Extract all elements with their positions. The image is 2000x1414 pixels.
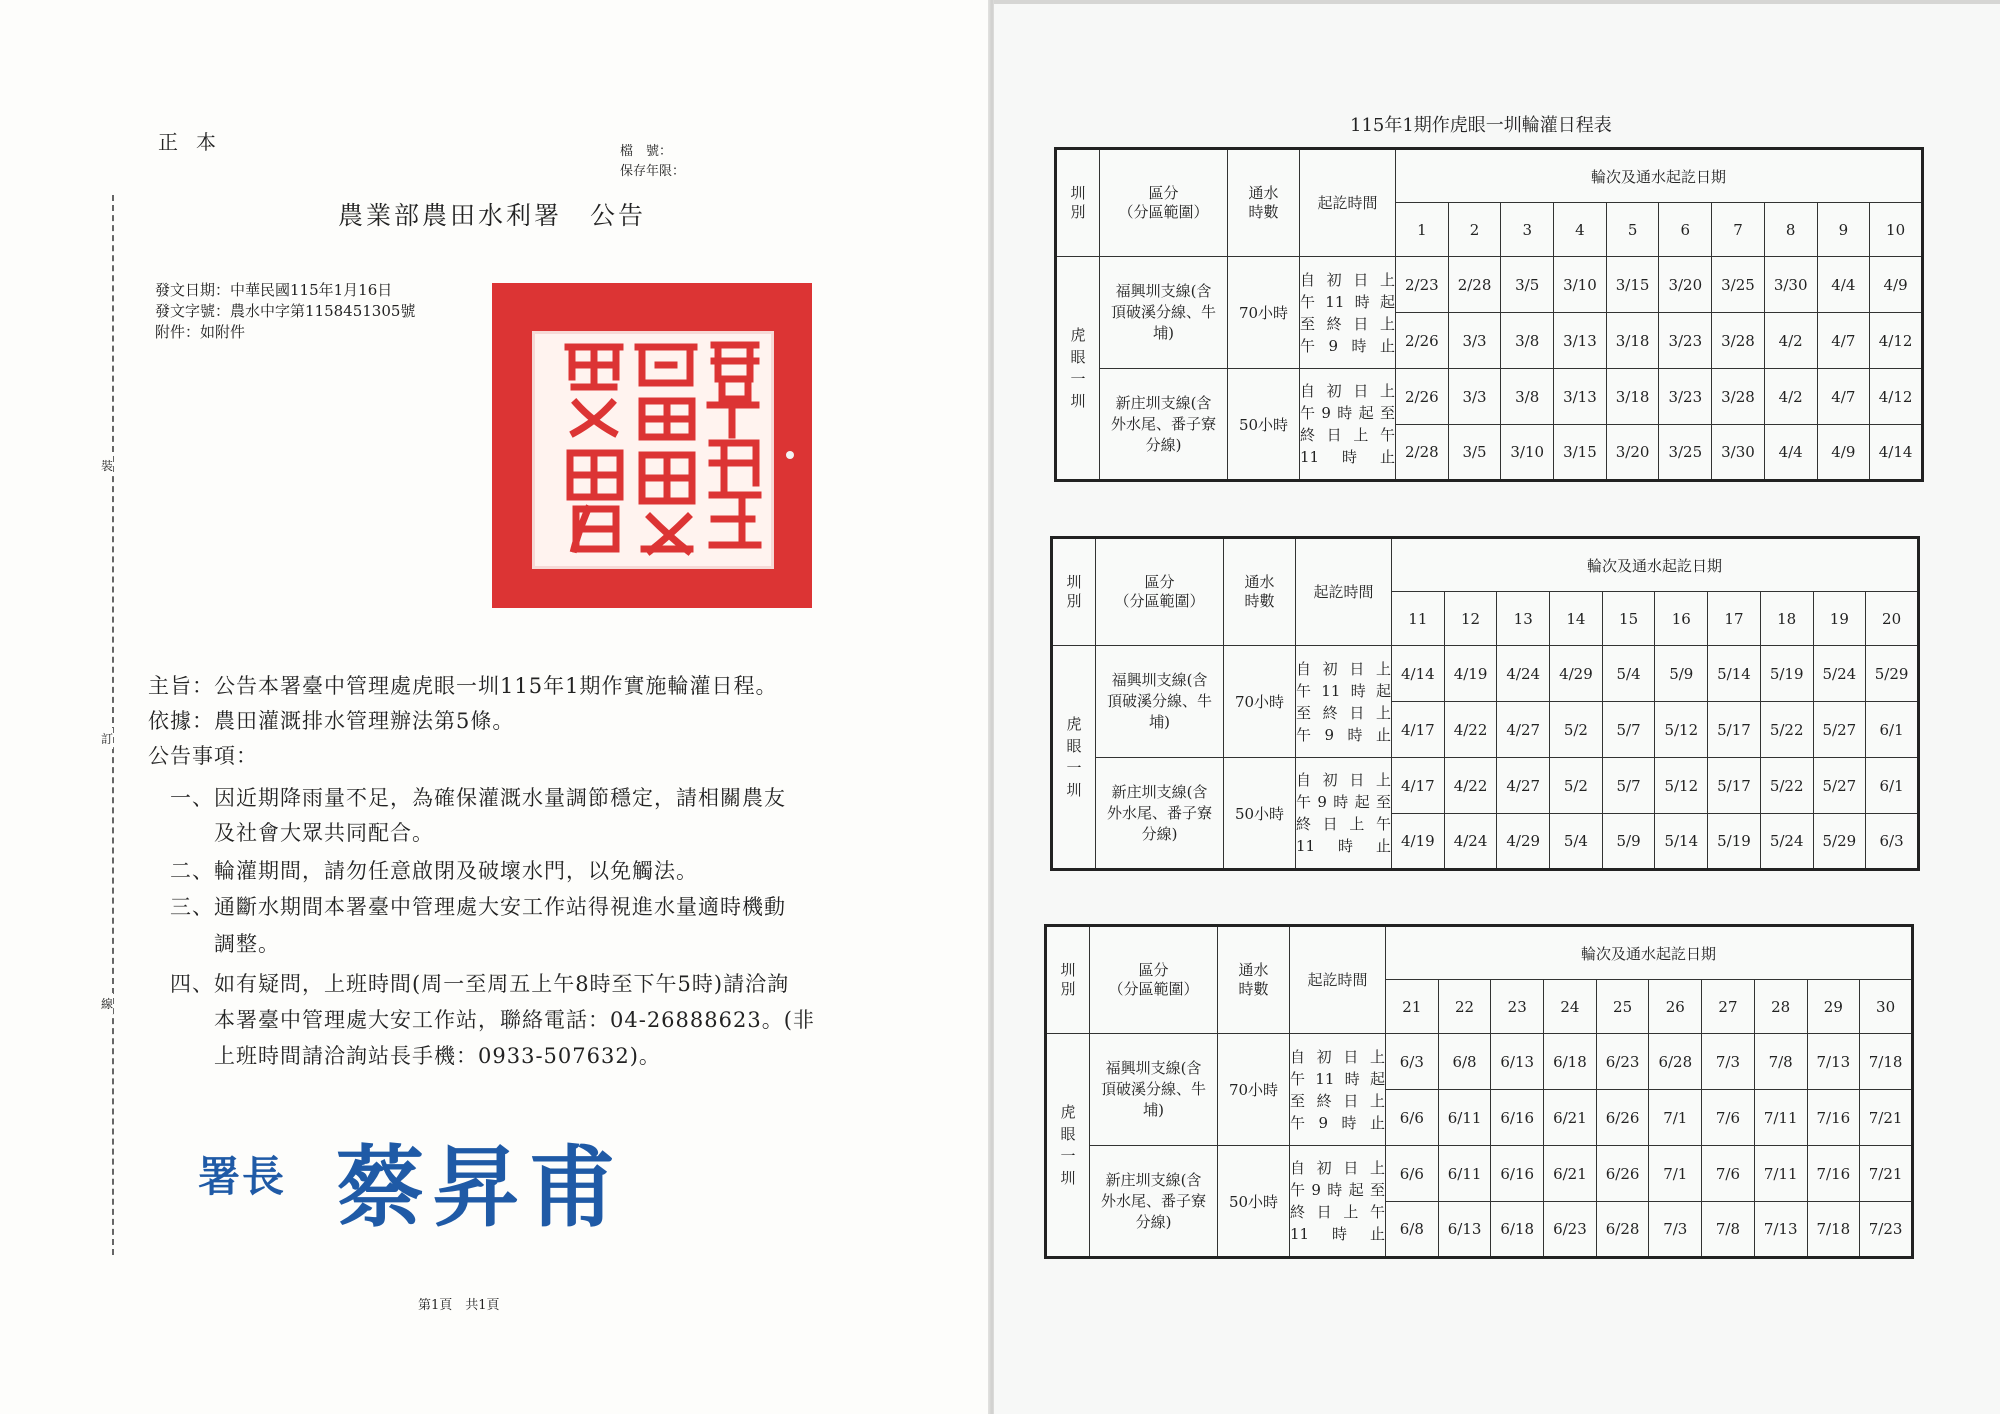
section-area: 福興圳支線(含 頂破溪分線、牛 埔) [1096, 646, 1224, 758]
round-number: 15 [1602, 592, 1655, 646]
start-date: 2/23 [1396, 257, 1449, 313]
end-date: 7/18 [1807, 1202, 1860, 1258]
start-date: 6/13 [1491, 1034, 1544, 1090]
end-date: 7/13 [1754, 1202, 1807, 1258]
start-date: 3/30 [1764, 257, 1817, 313]
water-hours: 50小時 [1218, 1146, 1290, 1258]
start-date: 3/18 [1606, 369, 1659, 425]
notice-items-heading: 公告事項： [148, 744, 258, 768]
section-area: 福興圳支線(含 頂破溪分線、牛 埔) [1100, 257, 1228, 369]
start-date: 6/11 [1438, 1146, 1491, 1202]
end-date: 7/1 [1649, 1090, 1702, 1146]
end-date: 4/19 [1392, 814, 1445, 870]
round-number: 3 [1501, 203, 1554, 257]
item-text: 通斷水期間本署臺中管理處大安工作站得視進水量適時機動 [214, 895, 786, 919]
end-date: 4/7 [1817, 313, 1870, 369]
header-canal: 圳 別 [1052, 538, 1096, 646]
start-date: 4/9 [1870, 257, 1923, 313]
end-date: 6/11 [1438, 1090, 1491, 1146]
start-date: 3/23 [1659, 369, 1712, 425]
start-date: 3/8 [1501, 369, 1554, 425]
item-text: 輪灌期間，請勿任意啟閉及破壞水門，以免觸法。 [214, 859, 698, 883]
table-row [1052, 646, 1919, 702]
water-hours: 50小時 [1228, 369, 1300, 481]
end-date: 3/28 [1712, 313, 1765, 369]
end-date: 3/23 [1659, 313, 1712, 369]
end-date: 4/2 [1764, 313, 1817, 369]
item-number: 四、 [170, 972, 214, 996]
start-date: 3/28 [1712, 369, 1765, 425]
end-date: 6/21 [1544, 1090, 1597, 1146]
header-area: 區分 （分區範圍） [1100, 149, 1228, 257]
agency-title: 農業部農田水利署 公告 [338, 201, 647, 230]
time-range: 自初日上 午11時起 至終日上 午9時止 [1296, 646, 1392, 758]
start-date: 7/16 [1807, 1146, 1860, 1202]
end-date: 7/3 [1649, 1202, 1702, 1258]
header-row [1056, 149, 1923, 203]
round-number: 27 [1702, 980, 1755, 1034]
canal-name: 虎 眼 一 圳 [1056, 257, 1100, 481]
section-area: 福興圳支線(含 頂破溪分線、牛 埔) [1090, 1034, 1218, 1146]
start-date: 3/5 [1501, 257, 1554, 313]
round-number: 24 [1544, 980, 1597, 1034]
signature-name: 蔡昇甫 [336, 1136, 625, 1239]
end-date: 2/26 [1396, 313, 1449, 369]
start-date: 6/28 [1649, 1034, 1702, 1090]
item-text: 調整。 [214, 932, 280, 956]
end-date: 5/14 [1655, 814, 1708, 870]
schedule-table [1054, 147, 1924, 482]
end-date: 3/3 [1448, 313, 1501, 369]
start-date: 4/4 [1817, 257, 1870, 313]
start-date: 4/24 [1497, 646, 1550, 702]
header-hours: 通水 時數 [1224, 538, 1296, 646]
round-number: 30 [1860, 980, 1913, 1034]
start-date: 2/26 [1396, 369, 1449, 425]
end-date: 4/17 [1392, 702, 1445, 758]
end-date: 7/8 [1702, 1202, 1755, 1258]
water-hours: 70小時 [1224, 646, 1296, 758]
time-range: 自初日上 午9時起至 終日上午 11時止 [1300, 369, 1396, 481]
header-rounds: 輪次及通水起訖日期 [1392, 538, 1919, 592]
start-date: 4/17 [1392, 758, 1445, 814]
header-row [1046, 926, 1913, 980]
issue-date: 發文日期：中華民國115年1月16日 [155, 281, 393, 299]
start-date: 3/13 [1554, 369, 1607, 425]
start-date: 4/12 [1870, 369, 1923, 425]
table-row [1046, 1146, 1913, 1202]
binding-char: 線 [101, 993, 113, 1014]
end-date: 3/18 [1606, 313, 1659, 369]
item-number: 三、 [170, 895, 214, 919]
end-date: 3/10 [1501, 425, 1554, 481]
start-date: 6/8 [1438, 1034, 1491, 1090]
end-date: 2/28 [1396, 425, 1449, 481]
item-number: 二、 [170, 859, 214, 883]
round-number: 26 [1649, 980, 1702, 1034]
round-number: 5 [1606, 203, 1659, 257]
schedule-table [1044, 924, 1914, 1259]
start-date: 7/6 [1702, 1146, 1755, 1202]
start-date: 7/3 [1702, 1034, 1755, 1090]
start-date: 2/28 [1448, 257, 1501, 313]
end-date: 5/2 [1550, 702, 1603, 758]
header-area: 區分 （分區範圍） [1096, 538, 1224, 646]
water-hours: 70小時 [1218, 1034, 1290, 1146]
round-number: 1 [1396, 203, 1449, 257]
end-date: 5/22 [1760, 702, 1813, 758]
start-date: 5/24 [1813, 646, 1866, 702]
start-date: 5/9 [1655, 646, 1708, 702]
start-date: 7/18 [1860, 1034, 1913, 1090]
header-rounds: 輪次及通水起訖日期 [1396, 149, 1923, 203]
header-hours: 通水 時數 [1228, 149, 1300, 257]
end-date: 4/24 [1444, 814, 1497, 870]
end-date: 5/12 [1655, 702, 1708, 758]
round-number: 12 [1444, 592, 1497, 646]
round-number: 25 [1596, 980, 1649, 1034]
end-date: 4/9 [1817, 425, 1870, 481]
end-date: 5/19 [1708, 814, 1761, 870]
start-date: 5/14 [1708, 646, 1761, 702]
end-date: 6/23 [1544, 1202, 1597, 1258]
round-number: 10 [1870, 203, 1923, 257]
start-date: 5/29 [1866, 646, 1919, 702]
round-number: 21 [1386, 980, 1439, 1034]
end-date: 6/28 [1596, 1202, 1649, 1258]
end-date: 3/5 [1448, 425, 1501, 481]
table-row [1056, 257, 1923, 313]
end-date: 6/3 [1866, 814, 1919, 870]
item-text: 如有疑問，上班時間(周一至周五上午8時至下午5時)請洽詢 [214, 972, 790, 996]
start-date: 3/3 [1448, 369, 1501, 425]
start-date: 3/15 [1606, 257, 1659, 313]
archive-number-label: 檔 號： [620, 144, 673, 159]
start-date: 7/11 [1754, 1146, 1807, 1202]
round-number: 17 [1708, 592, 1761, 646]
end-date: 7/6 [1702, 1090, 1755, 1146]
round-number: 19 [1813, 592, 1866, 646]
end-date: 5/29 [1813, 814, 1866, 870]
end-date: 3/25 [1659, 425, 1712, 481]
end-date: 4/14 [1870, 425, 1923, 481]
start-date: 6/1 [1866, 758, 1919, 814]
end-date: 4/27 [1497, 702, 1550, 758]
official-seal [492, 283, 812, 608]
end-date: 3/30 [1712, 425, 1765, 481]
end-date: 7/16 [1807, 1090, 1860, 1146]
end-date: 5/7 [1602, 702, 1655, 758]
end-date: 5/24 [1760, 814, 1813, 870]
binding-char: 裝 [101, 455, 113, 476]
start-date: 5/4 [1602, 646, 1655, 702]
item-text: 本署臺中管理處大安工作站，聯絡電話：04-26888623。(非 [214, 1008, 815, 1032]
start-date: 4/19 [1444, 646, 1497, 702]
start-date: 4/7 [1817, 369, 1870, 425]
end-date: 5/17 [1708, 702, 1761, 758]
start-date: 3/10 [1554, 257, 1607, 313]
copy-mark: 正本 [158, 130, 234, 154]
item-text: 因近期降雨量不足，為確保灌溉水量調節穩定，請相關農友 [214, 786, 786, 810]
header-rounds: 輪次及通水起訖日期 [1386, 926, 1913, 980]
start-date: 4/2 [1764, 369, 1817, 425]
table-row [1046, 1034, 1913, 1090]
start-date: 5/19 [1760, 646, 1813, 702]
page-number: 第1頁 共1頁 [418, 1298, 500, 1313]
schedule-title: 115年1期作虎眼一圳輪灌日程表 [1350, 115, 1612, 136]
end-date: 4/22 [1444, 702, 1497, 758]
round-number: 22 [1438, 980, 1491, 1034]
end-date: 3/20 [1606, 425, 1659, 481]
section-area: 新庄圳支線(含 外水尾、番子寮 分線) [1100, 369, 1228, 481]
end-date: 6/6 [1386, 1090, 1439, 1146]
header-time: 起訖時間 [1300, 149, 1396, 257]
canal-name: 虎 眼 一 圳 [1052, 646, 1096, 870]
header-hours: 通水 時數 [1218, 926, 1290, 1034]
header-canal: 圳 別 [1056, 149, 1100, 257]
subject-line: 主旨：公告本署臺中管理處虎眼一圳115年1期作實施輪灌日程。 [148, 674, 778, 698]
end-date: 7/21 [1860, 1090, 1913, 1146]
start-date: 3/25 [1712, 257, 1765, 313]
start-date: 3/20 [1659, 257, 1712, 313]
attachment-note: 附件：如附件 [155, 323, 246, 341]
issue-number: 發文字號：農水中字第1158451305號 [155, 302, 416, 320]
water-hours: 70小時 [1228, 257, 1300, 369]
end-date: 3/15 [1554, 425, 1607, 481]
item-text: 上班時間請洽詢站長手機：0933-507632)。 [214, 1044, 661, 1068]
round-number: 13 [1497, 592, 1550, 646]
time-range: 自初日上 午11時起 至終日上 午9時止 [1300, 257, 1396, 369]
start-date: 4/29 [1550, 646, 1603, 702]
start-date: 4/27 [1497, 758, 1550, 814]
round-number: 23 [1491, 980, 1544, 1034]
header-time: 起訖時間 [1290, 926, 1386, 1034]
start-date: 7/1 [1649, 1146, 1702, 1202]
header-area: 區分 （分區範圍） [1090, 926, 1218, 1034]
retention-period-label: 保存年限： [620, 164, 686, 179]
round-number: 7 [1712, 203, 1765, 257]
round-number: 6 [1659, 203, 1712, 257]
round-number: 14 [1550, 592, 1603, 646]
end-date: 7/23 [1860, 1202, 1913, 1258]
end-date: 7/11 [1754, 1090, 1807, 1146]
round-number: 8 [1764, 203, 1817, 257]
end-date: 5/9 [1602, 814, 1655, 870]
round-number: 2 [1448, 203, 1501, 257]
start-date: 6/26 [1596, 1146, 1649, 1202]
table-row [1052, 758, 1919, 814]
start-date: 5/12 [1655, 758, 1708, 814]
end-date: 4/12 [1870, 313, 1923, 369]
end-date: 4/29 [1497, 814, 1550, 870]
header-row [1052, 538, 1919, 592]
legal-basis: 依據：農田灌溉排水管理辦法第5條。 [148, 709, 515, 733]
round-number: 18 [1760, 592, 1813, 646]
time-range: 自初日上 午9時起至 終日上午 11時止 [1296, 758, 1392, 870]
time-range: 自初日上 午11時起 至終日上 午9時止 [1290, 1034, 1386, 1146]
start-date: 5/27 [1813, 758, 1866, 814]
section-area: 新庄圳支線(含 外水尾、番子寮 分線) [1096, 758, 1224, 870]
seal-script-glyphs [492, 283, 812, 608]
end-date: 4/4 [1764, 425, 1817, 481]
item-text: 及社會大眾共同配合。 [214, 821, 434, 845]
start-date: 6/21 [1544, 1146, 1597, 1202]
binding-char: 訂 [101, 728, 113, 749]
start-date: 7/8 [1754, 1034, 1807, 1090]
table-row [1056, 369, 1923, 425]
round-number: 4 [1554, 203, 1607, 257]
binding-line [112, 195, 114, 1255]
round-number: 11 [1392, 592, 1445, 646]
signature-title: 署長 [198, 1152, 287, 1201]
round-number: 28 [1754, 980, 1807, 1034]
start-date: 5/22 [1760, 758, 1813, 814]
round-number: 29 [1807, 980, 1860, 1034]
start-date: 7/13 [1807, 1034, 1860, 1090]
end-date: 6/8 [1386, 1202, 1439, 1258]
start-date: 6/6 [1386, 1146, 1439, 1202]
canal-name: 虎 眼 一 圳 [1046, 1034, 1090, 1258]
start-date: 4/22 [1444, 758, 1497, 814]
start-date: 7/21 [1860, 1146, 1913, 1202]
notice-page [0, 0, 992, 1414]
end-date: 6/18 [1491, 1202, 1544, 1258]
round-number: 9 [1817, 203, 1870, 257]
schedule-table [1050, 536, 1920, 871]
end-date: 3/13 [1554, 313, 1607, 369]
item-number: 一、 [170, 786, 214, 810]
round-number: 16 [1655, 592, 1708, 646]
end-date: 6/16 [1491, 1090, 1544, 1146]
round-number: 20 [1866, 592, 1919, 646]
start-date: 6/23 [1596, 1034, 1649, 1090]
start-date: 6/18 [1544, 1034, 1597, 1090]
start-date: 6/3 [1386, 1034, 1439, 1090]
header-canal: 圳 別 [1046, 926, 1090, 1034]
end-date: 3/8 [1501, 313, 1554, 369]
section-area: 新庄圳支線(含 外水尾、番子寮 分線) [1090, 1146, 1218, 1258]
start-date: 5/7 [1602, 758, 1655, 814]
water-hours: 50小時 [1224, 758, 1296, 870]
start-date: 6/16 [1491, 1146, 1544, 1202]
end-date: 5/4 [1550, 814, 1603, 870]
start-date: 5/17 [1708, 758, 1761, 814]
time-range: 自初日上 午9時起至 終日上午 11時止 [1290, 1146, 1386, 1258]
start-date: 5/2 [1550, 758, 1603, 814]
end-date: 6/13 [1438, 1202, 1491, 1258]
end-date: 6/1 [1866, 702, 1919, 758]
end-date: 6/26 [1596, 1090, 1649, 1146]
header-time: 起訖時間 [1296, 538, 1392, 646]
page-edge [994, 0, 2000, 4]
end-date: 5/27 [1813, 702, 1866, 758]
start-date: 4/14 [1392, 646, 1445, 702]
